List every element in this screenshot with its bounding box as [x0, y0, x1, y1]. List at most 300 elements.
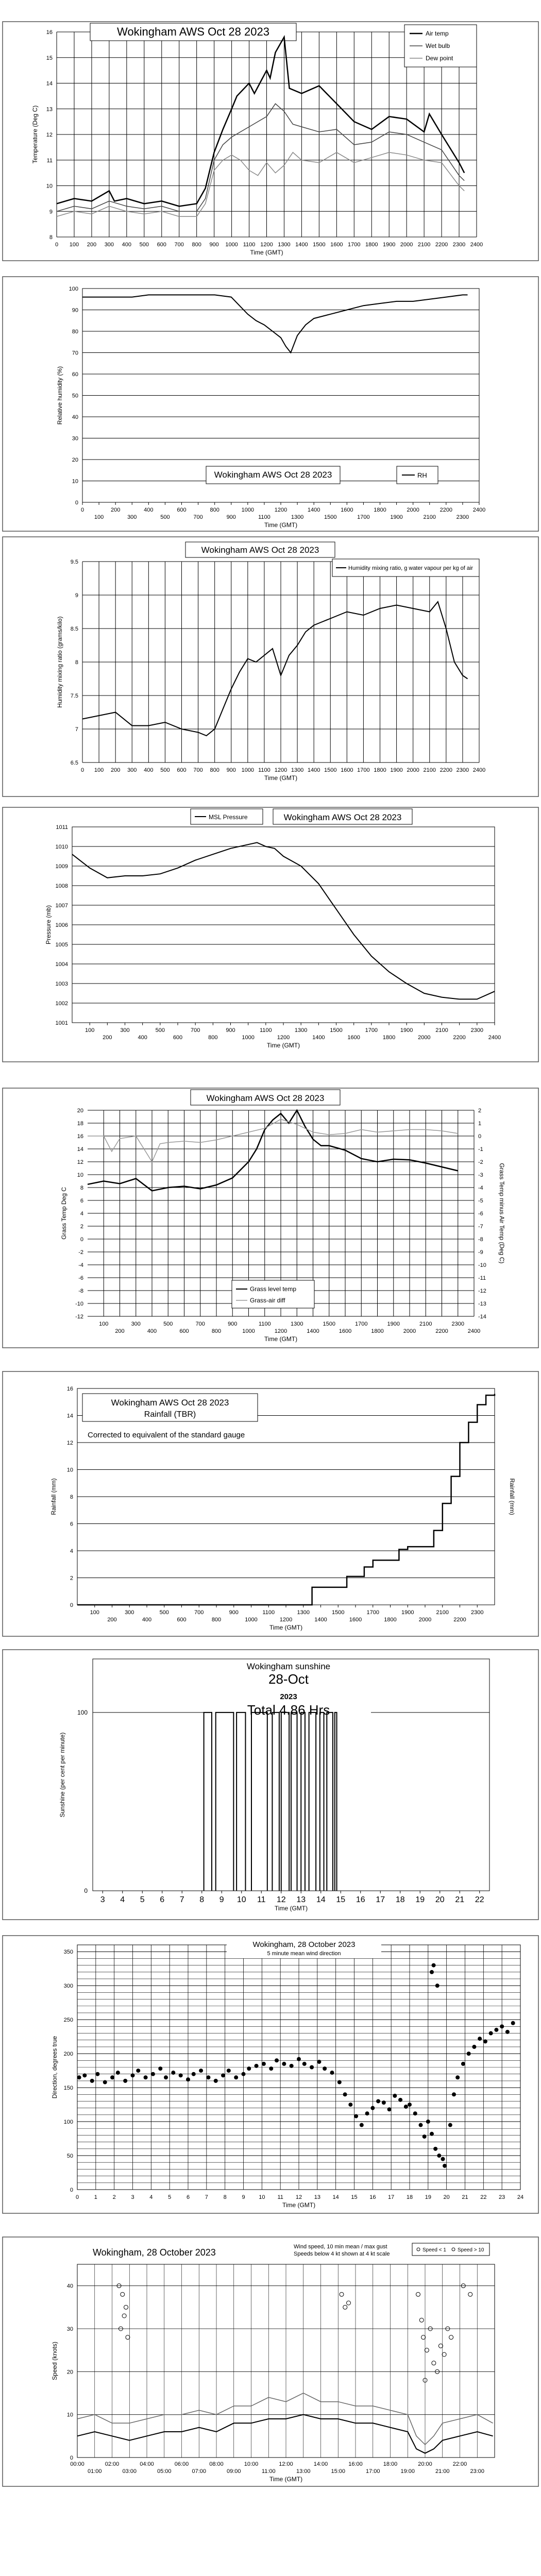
- y-tick-label: 16: [77, 1133, 83, 1140]
- chart-title: Wokingham, 28 October 2023: [93, 2247, 216, 2258]
- data-point: [262, 2062, 266, 2066]
- x-tick-label: 4: [149, 2194, 153, 2200]
- x-tick-label: 17: [376, 1895, 385, 1904]
- x-tick-label: 1800: [365, 242, 378, 248]
- y2-tick-label: 0: [478, 1133, 482, 1140]
- x-tick-label: 1600: [349, 1617, 362, 1623]
- chart-title: Wokingham AWS Oct 28 2023: [214, 470, 332, 480]
- x-tick-label: 300: [127, 767, 137, 773]
- y2-tick-label: -4: [478, 1185, 483, 1191]
- y-tick-label: 200: [63, 2051, 73, 2058]
- sunshine-chart: [0, 1649, 541, 1922]
- y-tick-label: 8: [75, 659, 78, 666]
- legend-label: Speed < 1: [422, 2247, 446, 2253]
- x-tick-label: 1400: [295, 242, 308, 248]
- data-point: [354, 2114, 358, 2119]
- x-tick-label: 200: [110, 767, 121, 773]
- x-tick-label: 09:00: [226, 2468, 241, 2475]
- chart-title: Wokingham sunshine: [246, 1662, 331, 1671]
- wind-speed-chart: [0, 2236, 541, 2488]
- x-tick-label: 8: [223, 2194, 227, 2200]
- x-tick-label: 100: [90, 1609, 99, 1616]
- x-tick-label: 16:00: [348, 2461, 363, 2467]
- x-tick-label: 1400: [307, 507, 320, 513]
- x-tick-label: 1100: [243, 242, 256, 248]
- y-tick-label: 1008: [55, 883, 68, 889]
- x-tick-label: 1500: [332, 1609, 345, 1616]
- x-tick-label: 2100: [423, 514, 436, 520]
- y-tick-label: 10: [66, 2412, 73, 2418]
- data-point: [131, 2073, 135, 2077]
- x-tick-label: 1900: [387, 1321, 400, 1327]
- y2-tick-label: -2: [478, 1159, 483, 1165]
- y2-tick-label: -11: [478, 1275, 486, 1281]
- x-tick-label: 500: [139, 242, 149, 248]
- data-point: [317, 2060, 321, 2064]
- y-tick-label: 40: [72, 414, 78, 420]
- data-point: [337, 2080, 342, 2084]
- x-tick-label: 2000: [407, 767, 419, 773]
- x-tick-label: 20:00: [418, 2461, 432, 2467]
- x-tick-label: 600: [177, 767, 187, 773]
- y-tick-label: 100: [63, 2119, 73, 2126]
- data-point: [419, 2123, 423, 2127]
- x-tick-label: 2300: [470, 1027, 484, 1033]
- x-axis-label: Time (GMT): [264, 521, 298, 529]
- x-axis-label: Time (GMT): [269, 1624, 303, 1631]
- data-point: [489, 2031, 493, 2036]
- x-tick-label: 14:00: [313, 2461, 328, 2467]
- x-tick-label: 13: [296, 1895, 306, 1904]
- x-tick-label: 23:00: [470, 2468, 485, 2475]
- legend-label: RH: [417, 471, 427, 479]
- x-tick-label: 800: [208, 1035, 218, 1041]
- x-tick-label: 700: [193, 767, 203, 773]
- x-tick-label: 800: [211, 1617, 222, 1623]
- x-tick-label: 2000: [407, 507, 419, 513]
- x-tick-label: 1100: [262, 1609, 275, 1616]
- data-point: [275, 2058, 279, 2062]
- x-tick-label: 1500: [313, 242, 326, 248]
- x-tick-label: 9: [242, 2194, 245, 2200]
- y-tick-label: 0: [84, 1887, 88, 1894]
- x-tick-label: 2100: [435, 1027, 448, 1033]
- x-tick-label: 1800: [382, 1035, 396, 1041]
- x-tick-label: 800: [210, 767, 219, 773]
- y-tick-label: 14: [66, 1413, 73, 1419]
- y-axis-label: Relative humidity (%): [56, 366, 63, 425]
- data-point: [103, 2080, 107, 2084]
- data-point: [269, 2066, 273, 2071]
- y-tick-label: 18: [77, 1121, 83, 1127]
- x-tick-label: 2100: [417, 242, 431, 248]
- legend-label: Dew point: [426, 55, 453, 62]
- y-tick-label: 300: [63, 1983, 73, 1990]
- x-tick-label: 6: [160, 1895, 165, 1904]
- x-tick-label: 04:00: [140, 2461, 154, 2467]
- legend-label: Wet bulb: [426, 42, 450, 49]
- data-point: [290, 2064, 294, 2068]
- y-tick-label: 2: [70, 1575, 73, 1582]
- y-tick-label: -4: [78, 1262, 83, 1268]
- data-point: [144, 2075, 148, 2079]
- x-tick-label: 01:00: [87, 2468, 102, 2475]
- mixing-ratio-chart: [0, 536, 541, 799]
- x-tick-label: 19:00: [400, 2468, 415, 2475]
- data-point: [437, 2154, 441, 2158]
- chart-title: Wokingham AWS Oct 28 2023: [283, 812, 402, 822]
- y-tick-label: 20: [77, 1108, 83, 1114]
- x-tick-label: 15: [336, 1895, 346, 1904]
- x-tick-label: 1800: [371, 1328, 384, 1334]
- y-tick-label: -2: [78, 1249, 83, 1256]
- x-tick-label: 7: [205, 2194, 208, 2200]
- data-point: [171, 2071, 175, 2075]
- x-tick-label: 12: [295, 2194, 302, 2200]
- y-tick-label: 15: [46, 55, 53, 61]
- x-tick-label: 1700: [357, 514, 370, 520]
- wind-direction-chart: [0, 1935, 541, 2215]
- x-tick-label: 2400: [488, 1035, 501, 1041]
- x-tick-label: 11:00: [261, 2468, 276, 2475]
- date-label: 28-Oct: [268, 1671, 309, 1687]
- y-axis-label: Rainfall (mm): [50, 1478, 57, 1515]
- x-tick-label: 500: [160, 767, 170, 773]
- x-tick-label: 900: [209, 242, 219, 248]
- x-tick-label: 1200: [274, 507, 288, 513]
- data-point: [110, 2075, 114, 2079]
- x-tick-label: 1700: [357, 767, 370, 773]
- y-tick-label: 10: [66, 1467, 73, 1473]
- x-tick-label: 22:00: [452, 2461, 467, 2467]
- legend-label: Grass level temp: [250, 1285, 297, 1293]
- x-tick-label: 1: [94, 2194, 97, 2200]
- y-tick-label: 1007: [55, 903, 68, 909]
- y-tick-label: 9.5: [70, 559, 78, 565]
- y-tick-label: 10: [46, 183, 53, 190]
- data-point: [404, 2105, 408, 2109]
- x-tick-label: 15:00: [331, 2468, 346, 2475]
- data-point: [214, 2079, 218, 2083]
- chart-title: Wokingham AWS Oct 28 2023: [117, 25, 269, 38]
- x-tick-label: 100: [99, 1321, 109, 1327]
- x-tick-label: 18: [395, 1895, 405, 1904]
- y-tick-label: 60: [72, 371, 78, 378]
- x-tick-label: 100: [94, 514, 104, 520]
- data-point: [221, 2073, 225, 2077]
- data-point: [95, 2072, 99, 2076]
- data-point: [255, 2064, 259, 2068]
- y-tick-label: 30: [66, 2326, 73, 2332]
- x-tick-label: 10: [259, 2194, 265, 2200]
- x-tick-label: 9: [219, 1895, 224, 1904]
- y-tick-label: 12: [46, 132, 53, 138]
- data-point: [393, 2094, 397, 2098]
- data-point: [505, 2030, 510, 2034]
- y2-tick-label: -7: [478, 1224, 483, 1230]
- data-point: [430, 1970, 434, 1974]
- x-tick-label: 02:00: [105, 2461, 120, 2467]
- x-tick-label: 600: [173, 1035, 183, 1041]
- data-point: [82, 2073, 87, 2077]
- x-tick-label: 21: [462, 2194, 468, 2200]
- data-point: [441, 2157, 445, 2161]
- x-tick-label: 600: [157, 242, 166, 248]
- x-tick-label: 07:00: [192, 2468, 207, 2475]
- data-point: [343, 2092, 347, 2096]
- x-tick-label: 400: [138, 1035, 147, 1041]
- x-tick-label: 1300: [294, 1027, 308, 1033]
- y-tick-label: 1003: [55, 981, 68, 987]
- x-tick-label: 22: [475, 1895, 484, 1904]
- y-tick-label: 0: [70, 2187, 73, 2193]
- x-tick-label: 24: [517, 2194, 524, 2200]
- y-tick-label: 20: [72, 457, 78, 463]
- y2-tick-label: -8: [478, 1236, 483, 1243]
- data-point: [323, 2066, 327, 2071]
- data-point: [376, 2099, 380, 2103]
- x-tick-label: 1600: [330, 242, 343, 248]
- x-tick-label: 21:00: [435, 2468, 450, 2475]
- x-tick-label: 300: [120, 1027, 130, 1033]
- x-tick-label: 17: [388, 2194, 395, 2200]
- x-tick-label: 500: [159, 1609, 169, 1616]
- y-tick-label: 50: [66, 2153, 73, 2160]
- x-tick-label: 1300: [291, 514, 304, 520]
- y2-tick-label: -6: [478, 1211, 483, 1217]
- x-tick-label: 2200: [439, 507, 453, 513]
- x-tick-label: 900: [226, 767, 236, 773]
- x-tick-label: 600: [177, 1617, 187, 1623]
- x-tick-label: 16: [369, 2194, 376, 2200]
- y2-tick-label: -10: [478, 1262, 486, 1268]
- x-tick-label: 1800: [374, 507, 386, 513]
- y2-axis-label: Grass Temp minus Air Temp (Deg C): [498, 1163, 505, 1264]
- data-point: [123, 2079, 127, 2083]
- x-tick-label: 10:00: [244, 2461, 259, 2467]
- data-point: [151, 2072, 155, 2076]
- y-tick-label: 8: [70, 1494, 73, 1500]
- x-tick-label: 13: [314, 2194, 320, 2200]
- x-tick-label: 800: [192, 242, 201, 248]
- x-tick-label: 19: [425, 2194, 431, 2200]
- y-tick-label: 7.5: [70, 693, 78, 699]
- legend-label: MSL Pressure: [209, 814, 248, 821]
- x-tick-label: 23: [499, 2194, 505, 2200]
- data-point: [348, 2103, 352, 2107]
- x-tick-label: 1500: [324, 514, 337, 520]
- data-point: [90, 2079, 94, 2083]
- y-tick-label: 100: [77, 1708, 88, 1716]
- y-axis-label: Grass Temp Deg C: [60, 1187, 67, 1240]
- data-point: [365, 2111, 369, 2115]
- data-point: [242, 2072, 246, 2076]
- y-tick-label: 9: [49, 209, 53, 215]
- x-tick-label: 5: [140, 1895, 145, 1904]
- y-tick-label: 0: [70, 2455, 73, 2461]
- y2-tick-label: -9: [478, 1249, 483, 1256]
- x-tick-label: 1800: [374, 767, 386, 773]
- x-tick-label: 1900: [382, 242, 396, 248]
- data-point: [448, 2123, 452, 2127]
- data-point: [186, 2077, 190, 2081]
- x-tick-label: 1000: [242, 1328, 255, 1334]
- y-tick-label: 250: [63, 2017, 73, 2024]
- chart-subtitle: Rainfall (TBR): [144, 1410, 196, 1419]
- data-point: [370, 2106, 375, 2110]
- x-tick-label: 1700: [365, 1027, 378, 1033]
- data-point: [398, 2098, 402, 2102]
- y2-tick-label: -5: [478, 1198, 483, 1204]
- y-tick-label: 16: [66, 1386, 73, 1392]
- chart-title: Wokingham, 28 October 2023: [252, 1940, 356, 1949]
- temperature-chart: [0, 21, 541, 263]
- x-tick-label: 100: [94, 767, 104, 773]
- x-tick-label: 1900: [401, 1609, 414, 1616]
- y-tick-label: 6.5: [70, 760, 78, 766]
- x-tick-label: 1600: [341, 507, 353, 513]
- x-tick-label: 2000: [418, 1617, 432, 1623]
- x-tick-label: 11: [277, 2194, 283, 2200]
- x-tick-label: 300: [127, 514, 137, 520]
- data-point: [511, 2021, 515, 2025]
- y-tick-label: 12: [77, 1159, 83, 1165]
- y2-tick-label: -1: [478, 1146, 483, 1153]
- y-tick-label: 4: [70, 1548, 73, 1554]
- data-point: [455, 2075, 460, 2079]
- x-tick-label: 500: [163, 1321, 173, 1327]
- x-tick-label: 100: [84, 1027, 95, 1033]
- y-tick-label: 40: [66, 2283, 73, 2290]
- y-tick-label: 1005: [55, 942, 68, 948]
- x-tick-label: 7: [179, 1895, 184, 1904]
- x-tick-label: 1700: [355, 1321, 368, 1327]
- x-tick-label: 1500: [330, 1027, 343, 1033]
- data-point: [467, 2052, 471, 2056]
- y-tick-label: -8: [78, 1288, 83, 1294]
- y-tick-label: -10: [75, 1301, 83, 1307]
- x-tick-label: 1000: [242, 1035, 255, 1041]
- x-tick-label: 1600: [339, 1328, 352, 1334]
- y-axis-label: Humidity mixing ratio (grams/kilo): [56, 616, 63, 708]
- y-tick-label: 10: [77, 1172, 83, 1178]
- x-tick-label: 2300: [456, 767, 469, 773]
- pressure-chart: [0, 806, 541, 1064]
- y-tick-label: 7: [75, 726, 78, 733]
- x-tick-label: 19: [415, 1895, 425, 1904]
- data-point: [297, 2057, 301, 2061]
- x-tick-label: 2000: [400, 242, 413, 248]
- data-point: [360, 2123, 364, 2127]
- x-tick-label: 21: [455, 1895, 465, 1904]
- x-tick-label: 2000: [403, 1328, 416, 1334]
- data-point: [116, 2071, 120, 2075]
- x-tick-label: 1200: [279, 1617, 293, 1623]
- chart-subtitle: Wind speed, 10 min mean / max gust: [294, 2244, 387, 2250]
- data-point: [452, 2092, 456, 2096]
- x-tick-label: 200: [115, 1328, 125, 1334]
- x-tick-label: 2200: [453, 1035, 466, 1041]
- x-tick-label: 700: [195, 1321, 205, 1327]
- data-point: [330, 2071, 334, 2075]
- data-point: [430, 2132, 434, 2136]
- x-tick-label: 12:00: [279, 2461, 293, 2467]
- x-tick-label: 20: [435, 1895, 445, 1904]
- y-axis-label: Sunshine (per cent per minute): [59, 1732, 66, 1818]
- x-tick-label: 17:00: [365, 2468, 380, 2475]
- x-tick-label: 0: [75, 2194, 79, 2200]
- data-point: [282, 2062, 286, 2066]
- y-tick-label: 0: [80, 1236, 83, 1243]
- x-axis-label: Time (GMT): [269, 2476, 303, 2483]
- x-tick-label: 400: [144, 767, 154, 773]
- x-tick-label: 200: [107, 1617, 117, 1623]
- year-label: 2023: [280, 1692, 297, 1701]
- x-tick-label: 14: [316, 1895, 326, 1904]
- data-point: [192, 2072, 196, 2076]
- data-point: [310, 2065, 314, 2070]
- x-tick-label: 16: [356, 1895, 365, 1904]
- y-axis-label: Speed (knots): [51, 2342, 58, 2380]
- chart-title: Wokingham AWS Oct 28 2023: [206, 1093, 325, 1103]
- x-tick-label: 1300: [278, 242, 291, 248]
- x-tick-label: 00:00: [70, 2461, 84, 2467]
- x-axis-label: Time (GMT): [282, 2201, 316, 2209]
- x-axis-label: Time (GMT): [264, 1335, 298, 1343]
- chart-title: Wokingham AWS Oct 28 2023: [201, 545, 319, 555]
- x-tick-label: 15: [351, 2194, 358, 2200]
- x-tick-label: 2400: [470, 242, 483, 248]
- x-tick-label: 1700: [348, 242, 361, 248]
- x-tick-label: 2300: [471, 1609, 484, 1616]
- x-tick-label: 1300: [291, 1321, 303, 1327]
- x-tick-label: 6: [186, 2194, 190, 2200]
- legend-label: Grass-air diff: [250, 1297, 285, 1304]
- y-tick-label: -6: [78, 1275, 83, 1281]
- x-axis-label: Time (GMT): [250, 249, 283, 256]
- y-tick-label: 2: [80, 1224, 83, 1230]
- x-tick-label: 18:00: [383, 2461, 398, 2467]
- x-tick-label: 08:00: [209, 2461, 224, 2467]
- panel-border: [3, 277, 538, 531]
- x-axis-label: Time (GMT): [274, 1905, 308, 1912]
- data-point: [435, 1984, 439, 1988]
- y-tick-label: 9: [75, 592, 78, 599]
- x-axis-label: Time (GMT): [264, 774, 298, 782]
- data-point: [494, 2028, 498, 2032]
- y-tick-label: 1001: [55, 1020, 68, 1026]
- x-tick-label: 500: [155, 1027, 165, 1033]
- y-tick-label: 1006: [55, 922, 68, 928]
- y-tick-label: 30: [72, 435, 78, 442]
- x-tick-label: 3: [131, 2194, 134, 2200]
- x-axis-label: Time (GMT): [266, 1042, 300, 1049]
- x-tick-label: 1400: [307, 767, 320, 773]
- x-tick-label: 06:00: [174, 2461, 189, 2467]
- y-tick-label: 70: [72, 350, 78, 357]
- chart-subtitle: 5 minute mean wind direction: [267, 1951, 341, 1957]
- data-point: [199, 2069, 203, 2073]
- x-tick-label: 600: [179, 1328, 189, 1334]
- y-tick-label: 6: [80, 1198, 83, 1204]
- x-tick-label: 2100: [436, 1609, 449, 1616]
- y-tick-label: 13: [46, 106, 53, 113]
- y2-tick-label: 1: [478, 1121, 482, 1127]
- x-tick-label: 2400: [472, 507, 486, 513]
- data-point: [158, 2066, 162, 2071]
- y-tick-label: 1004: [55, 961, 68, 968]
- x-tick-label: 5: [168, 2194, 172, 2200]
